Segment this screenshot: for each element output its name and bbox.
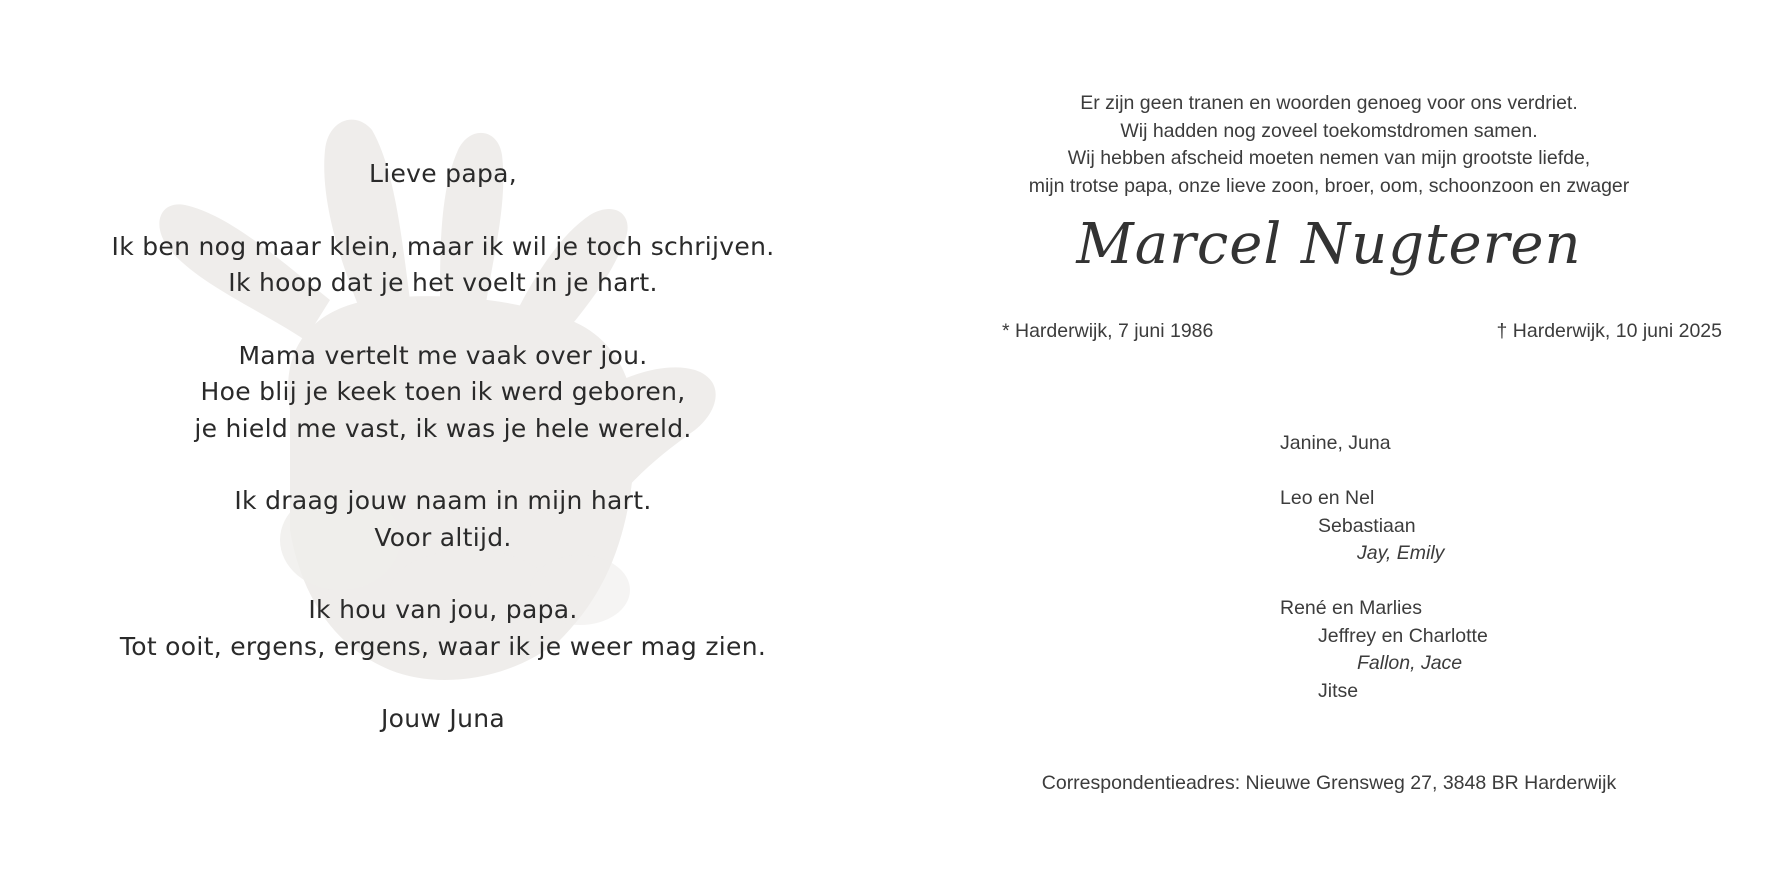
poem-line: Voor altijd. [374,522,512,552]
intro-line: Wij hebben afscheid moeten nemen van mijn grootste liefde, [1067,147,1591,169]
poem-stanza [80,338,806,448]
family-list [1280,430,1488,705]
poem-line: Lieve papa, [368,159,517,188]
poem-stanza [80,483,806,556]
deceased-name: Marcel Nugteren [1076,212,1582,277]
poem [80,156,806,774]
family-member: Sebastiaan [1318,514,1416,537]
poem-line: Ik hou van jou, papa. [308,595,578,624]
poem-line: Ik hoop dat je het voelt in je hart. [228,268,658,297]
poem-line: Hoe blij je keek toen ik werd geboren, [200,377,686,406]
intro-line: mijn trotse papa, onze lieve zoon, broer, oom, schoonzoon en zwager [1028,174,1630,197]
poem-stanza [80,701,806,738]
poem-stanza [80,592,806,665]
poem-line: Mama vertelt me vaak over jou. [238,340,648,370]
family-group-spacer [1280,458,1488,486]
poem-line: Ik ben nog maar klein, maar ik wil je toch schrijven. [111,231,775,261]
family-member: Janine, Juna [1280,432,1391,454]
intro-line: Er zijn geen tranen en woorden genoeg voor ons verdriet. [1080,92,1578,114]
poem-line: Jouw Juna [381,704,505,733]
poem-stanza [80,156,806,193]
poem-line: Tot ooit, ergens, ergens, waar ik je weer mag zien. [119,631,767,661]
intro-line: Wij hadden nog zoveel toekomstdromen samen. [1120,119,1538,142]
family-member: Jitse [1318,679,1359,702]
family-member: Jeffrey en Charlotte [1318,624,1488,647]
poem-line: je hield me vast, ik was je hele wereld. [194,413,692,443]
family-group-spacer [1280,568,1488,596]
family-member: Fallon, Jace [1357,652,1463,674]
correspondence-address: Correspondentieadres: Nieuwe Grensweg 27, 3848 BR Harderwijk [1041,772,1617,794]
death-info: † Harderwijk, 10 juni 2025 [1496,320,1722,342]
poem-line: Ik draag jouw naam in mijn hart. [234,486,652,515]
family-member: René en Marlies [1280,597,1422,619]
intro-text [886,90,1772,200]
right-panel [886,0,1772,886]
family-member: Leo en Nel [1280,487,1375,509]
poem-stanza [80,229,806,302]
birth-info: * Harderwijk, 7 juni 1986 [1002,320,1214,342]
family-member: Jay, Emily [1357,542,1445,564]
